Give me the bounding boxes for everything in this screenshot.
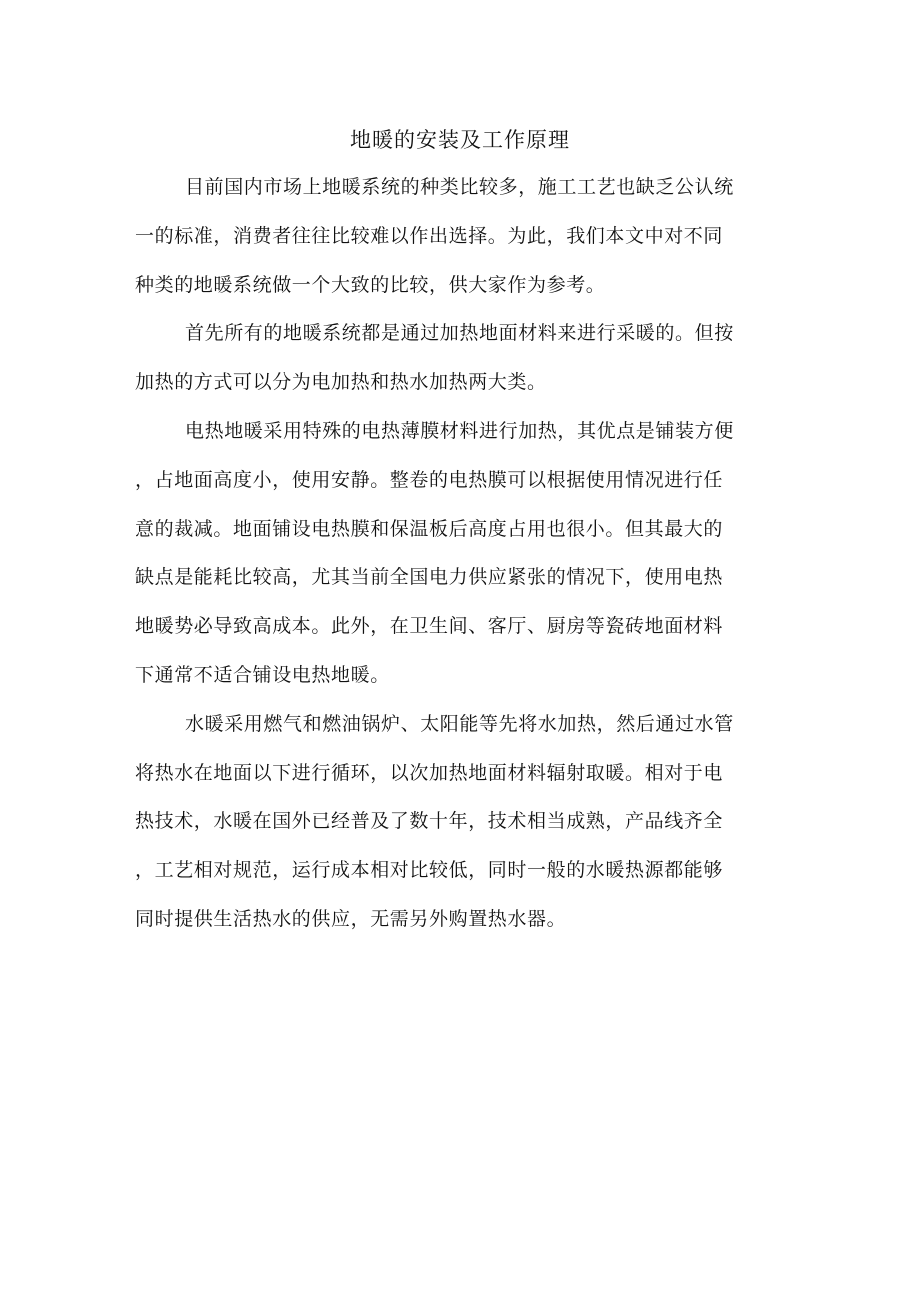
document-body <box>135 163 775 944</box>
paragraph-heating-types <box>135 309 775 407</box>
text-line: 下通常不适合铺设电热地暖。 <box>135 663 390 686</box>
text-line: ，占地面高度小，使用安静。整卷的电热膜可以根据使用情况进行任 <box>135 468 724 491</box>
paragraph-water-heating <box>135 700 775 944</box>
text-line: 意的裁减。地面铺设电热膜和保温板后高度占用也很小。但其最大的 <box>135 517 724 540</box>
text-line: 电热地暖采用特殊的电热薄膜材料进行加热，其优点是铺装方便 <box>185 419 734 442</box>
text-line: 缺点是能耗比较高，尤其当前全国电力供应紧张的情况下，使用电热 <box>135 566 724 589</box>
text-line: 地暖势必导致高成本。此外，在卫生间、客厅、厨房等瓷砖地面材料 <box>135 615 724 638</box>
text-line: 将热水在地面以下进行循环，以次加热地面材料辐射取暖。相对于电 <box>135 761 724 784</box>
text-line: 目前国内市场上地暖系统的种类比较多，施工工艺也缺乏公认统 <box>185 176 734 198</box>
paragraph-intro <box>135 163 775 309</box>
text-line: 首先所有的地暖系统都是通过加热地面材料来进行采暖的。但按 <box>185 322 734 345</box>
text-line: 加热的方式可以分为电加热和热水加热两大类。 <box>135 371 547 394</box>
text-line: 水暖采用燃气和燃油锅炉、太阳能等先将水加热，然后通过水管 <box>185 712 734 735</box>
document-title: 地暖的安装及工作原理 <box>350 128 570 152</box>
paragraph-electric-heating <box>135 407 775 700</box>
text-line: ，工艺相对规范，运行成本相对比较低，同时一般的水暖热源都能够 <box>135 859 724 882</box>
text-line: 种类的地暖系统做一个大致的比较，供大家作为参考。 <box>135 273 606 296</box>
text-line: 同时提供生活热水的供应，无需另外购置热水器。 <box>135 907 567 930</box>
text-line: 一的标准，消费者往往比较难以作出选择。为此，我们本文中对不同 <box>135 224 724 247</box>
text-line: 热技术，水暖在国外已经普及了数十年，技术相当成熟，产品线齐全 <box>135 810 724 833</box>
